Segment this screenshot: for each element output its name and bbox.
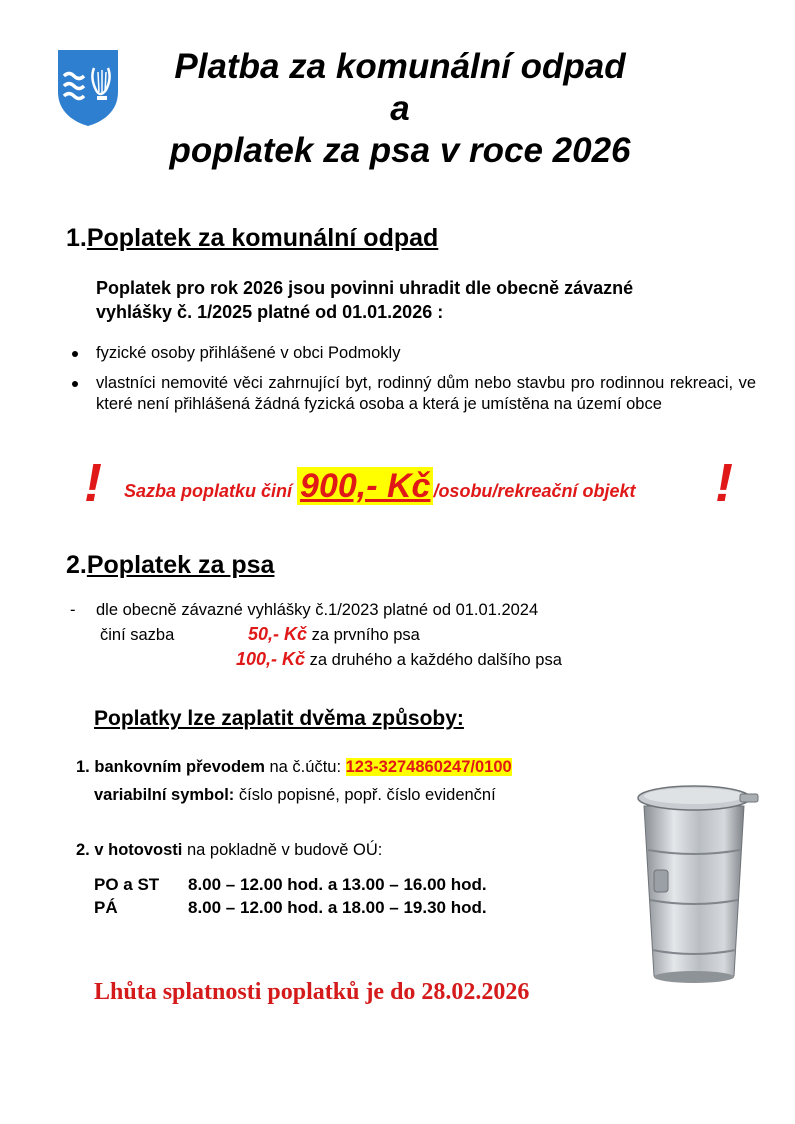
dog-fee-details xyxy=(70,598,562,672)
page-title-line-1: Platba za komunální odpad xyxy=(174,47,626,86)
bullet-dot-icon xyxy=(72,351,78,357)
intro-line-1: Poplatek pro rok 2026 jsou povinni uhradit dle obecně závazné xyxy=(96,278,634,298)
payment-deadline: Lhůta splatnosti poplatků je do 28.02.2026 xyxy=(94,979,530,1005)
intro-line-2: vyhlášky č. 1/2025 platné od 01.01.2026 : xyxy=(96,302,444,322)
method1-number: 1. xyxy=(76,758,90,776)
section2-heading xyxy=(66,551,274,580)
section2-heading-text: Poplatek za psa xyxy=(86,551,275,579)
second-dog-amount: 100,- Kč xyxy=(236,649,306,669)
page-title-line-2: a xyxy=(390,89,410,128)
hours-days: PÁ xyxy=(94,898,118,917)
bullet-text: vlastníci nemovité věci zahrnující byt, rodinný dům nebo stavbu pro rodinnou rekreaci, ve které není přihlášená žádná fyzická osoba a která je umístěna na území obce xyxy=(96,374,756,413)
variable-symbol-text: číslo popisné, popř. číslo evidenční xyxy=(234,786,496,804)
section1-heading xyxy=(66,224,438,253)
page-title-line-3: poplatek za psa v roce 2026 xyxy=(169,131,631,170)
hours-time: 8.00 – 12.00 hod. a 18.00 – 19.30 hod. xyxy=(188,898,487,917)
method1-title: bankovním převodem xyxy=(94,758,265,776)
office-hours-table xyxy=(94,873,487,919)
section1-heading-text: Poplatek za komunální odpad xyxy=(86,224,439,252)
dash-marker: - xyxy=(70,601,76,619)
method2-number: 2. xyxy=(76,841,90,859)
rate-suffix: /osobu/rekreační objekt xyxy=(433,481,636,501)
exclamation-mark-left: ! xyxy=(84,453,102,513)
bullet-text: fyzické osoby přihlášené v obci Podmokly xyxy=(96,344,401,362)
list-item xyxy=(72,343,756,364)
first-dog-line xyxy=(70,622,562,647)
second-dog-text: za druhého a každého dalšího psa xyxy=(309,651,562,669)
decree-line xyxy=(70,598,562,622)
exclamation-mark-right: ! xyxy=(715,453,733,513)
bank-account-number: 123-3274860247/0100 xyxy=(345,758,512,776)
method1-text: na č.účtu: xyxy=(264,758,346,776)
table-row xyxy=(94,873,487,896)
payment-method-bank xyxy=(76,755,512,807)
table-row xyxy=(94,896,487,919)
list-item xyxy=(72,373,756,415)
rate-prefix: Sazba poplatku činí xyxy=(124,481,298,501)
first-dog-amount: 50,- Kč xyxy=(248,624,308,644)
trash-bin-image xyxy=(630,780,760,990)
section1-intro xyxy=(96,276,752,324)
section1-number: 1. xyxy=(66,224,87,252)
rate-label: činí sazba xyxy=(100,626,175,644)
rate-amount: 900,- Kč xyxy=(297,467,433,505)
hours-days: PO a ST xyxy=(94,875,160,894)
waste-rate-line xyxy=(124,467,636,506)
hours-time: 8.00 – 12.00 hod. a 13.00 – 16.00 hod. xyxy=(188,875,487,894)
section2-number: 2. xyxy=(66,551,87,579)
second-dog-line xyxy=(70,647,562,672)
decree-text: dle obecně závazné vyhlášky č.1/2023 platné od 01.01.2024 xyxy=(96,601,539,619)
bullet-dot-icon xyxy=(72,381,78,387)
first-dog-text: za prvního psa xyxy=(311,626,420,644)
payer-bullet-list xyxy=(72,343,756,424)
payment-method-cash xyxy=(76,838,382,862)
municipality-coat-of-arms-logo xyxy=(54,46,122,128)
method2-title: v hotovosti xyxy=(94,841,183,859)
variable-symbol-label: variabilní symbol: xyxy=(94,786,235,804)
method2-text: na pokladně v budově OÚ: xyxy=(182,841,383,859)
payment-methods-heading: Poplatky lze zaplatit dvěma způsoby: xyxy=(94,707,464,730)
